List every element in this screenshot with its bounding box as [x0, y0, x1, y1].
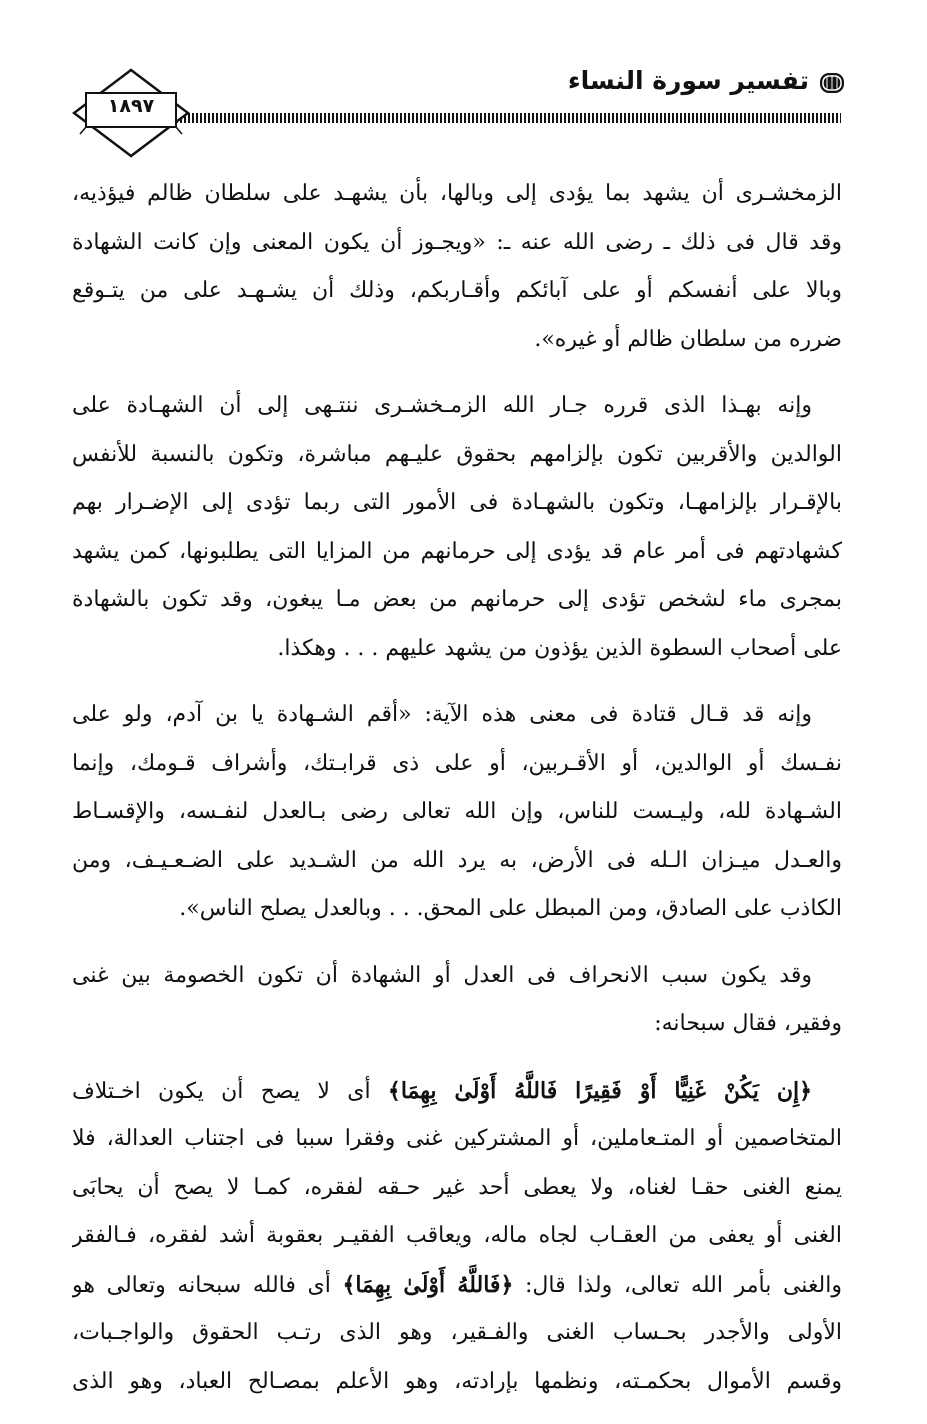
text-line [72, 1261, 842, 1310]
text-line: الغنى أو يعفى من العقـاب لجاه ماله، ويعاقب الفقيـر بعقوبة أشد لفقره، فـالفقر [72, 1223, 842, 1248]
text-line: الشـهادة لله، وليـست للناس، وإن الله تعالى رضى بـالعدل لنفـسه، والإقسـاط [72, 799, 842, 824]
text-line: بمجرى ماء لشخص تؤدى إلى حرمانهم من بعض مـا يبغون، وقد تكون بالشهادة [72, 587, 842, 612]
text-line: على أصحاب السطوة الذين يؤذون من يشهد عليهم . . . وهكذا. [277, 635, 842, 661]
text-line: وقد قال فى ذلك ـ رضى الله عنه ـ: «ويجـوز أن يكون المعنى وإن كانت الشهادة [72, 229, 842, 255]
header-rule [160, 113, 841, 123]
text-line: كشهادتهم فى أمر عام قد يؤدى إلى حرمانهم من المزايا التى يطلبونها، كمن يشهد [72, 538, 842, 564]
text-line: بالإقـرار بإلزامهـا، وتكون بالشهـادة فى الأمور التى ربما تؤدى إلى الإضـرار بهم [72, 490, 842, 515]
chapter-title: تفسير سورة النساء [567, 66, 809, 95]
text-line: الأولى والأجدر بحـساب الغنى والفـقير، وهو الذى رتـب الحقوق والواجـبات، [72, 1320, 842, 1345]
paragraph [72, 382, 842, 673]
paragraph [72, 170, 842, 364]
text-line: وبالا على أنفسكم أو على آبائكم وأقـاربكم، وذلك أن يشـهـد على من يتـوقع [72, 278, 842, 303]
page-body [72, 170, 842, 1424]
text-line: والعـدل ميـزان الـله فى الأرض، به يرد الله من الشـديد على الضـعـيـف، ومن [72, 847, 842, 873]
commentary-text: أى لا يصح أن يكون اخـتلاف [72, 1078, 371, 1104]
page-number: ١٨٩٧ [107, 95, 155, 117]
text-line: وفقير، فقال سبحانه: [654, 1011, 842, 1036]
commentary-text: والغنى بأمر الله تعالى، ولذا قال: [524, 1272, 842, 1298]
text-line: الكاذب على الصادق، ومن المبطل على المحق. . . وبالعدل يصلح الناس». [179, 896, 842, 921]
paragraph [72, 952, 842, 1049]
text-line: وقسم الأموال بحكمـته، ونظمها بإرادته، وهو الأعلم بمصـالح العباد، وهو الذى [72, 1368, 842, 1394]
text-line: نفـسك أو الوالدين، أو الأقـربين، أو على ذى قرابـتك، وأشراف قـومك، وإنما [72, 750, 842, 776]
text-line: ضرره من سلطان ظالم أو غيره». [534, 326, 842, 352]
quran-verse: ﴿إِن يَكُنْ غَنِيًّا أَوْ فَقِيرًا فَاللَّهُ أَوْلَىٰ بِهِمَا﴾ [387, 1077, 813, 1104]
text-line: الوالدين والأقربين تكون بإلزامهم بحقوق عليـهم مباشرة، وتكون بالنسبة للأنفس [72, 441, 842, 467]
quran-verse: ﴿فَاللَّهُ أَوْلَىٰ بِهِمَا﴾ [342, 1271, 514, 1298]
ornament-icon [817, 70, 847, 96]
text-line: وقد يكون سبب الانحراف فى العدل أو الشهادة أن تكون الخصومة بين غنى [72, 962, 812, 988]
commentary-text: أى فالله سبحانه وتعالى هو [72, 1272, 331, 1298]
text-line: وإنه بهـذا الذى قرره جـار الله الزمـخشـرى ننتـهى إلى أن الشهـادة على [72, 393, 812, 418]
text-line [72, 1067, 842, 1116]
text-line: وإنه قد قـال قتادة فى معنى هذه الآية: «أقم الشـهادة يا بن آدم، ولو على [72, 702, 812, 727]
text-line: المتخاصمين أو المتـعاملين، أو المشتركين غنى وفقرا سببا فى اجتناب العدالة، فلا [72, 1126, 842, 1151]
paragraph [72, 691, 842, 934]
text-line: يمنع الغنى حقـا لغناه، ولا يعطى أحد غير حـقه لفقره، كمـا لا يصح أن يحابَى [72, 1174, 842, 1200]
text-line: الزمخشـرى أن يشهد بما يؤدى إلى وبالها، بأن يشهـد على سلطان ظالم فيؤذيه، [72, 181, 842, 206]
paragraph [72, 1067, 842, 1407]
